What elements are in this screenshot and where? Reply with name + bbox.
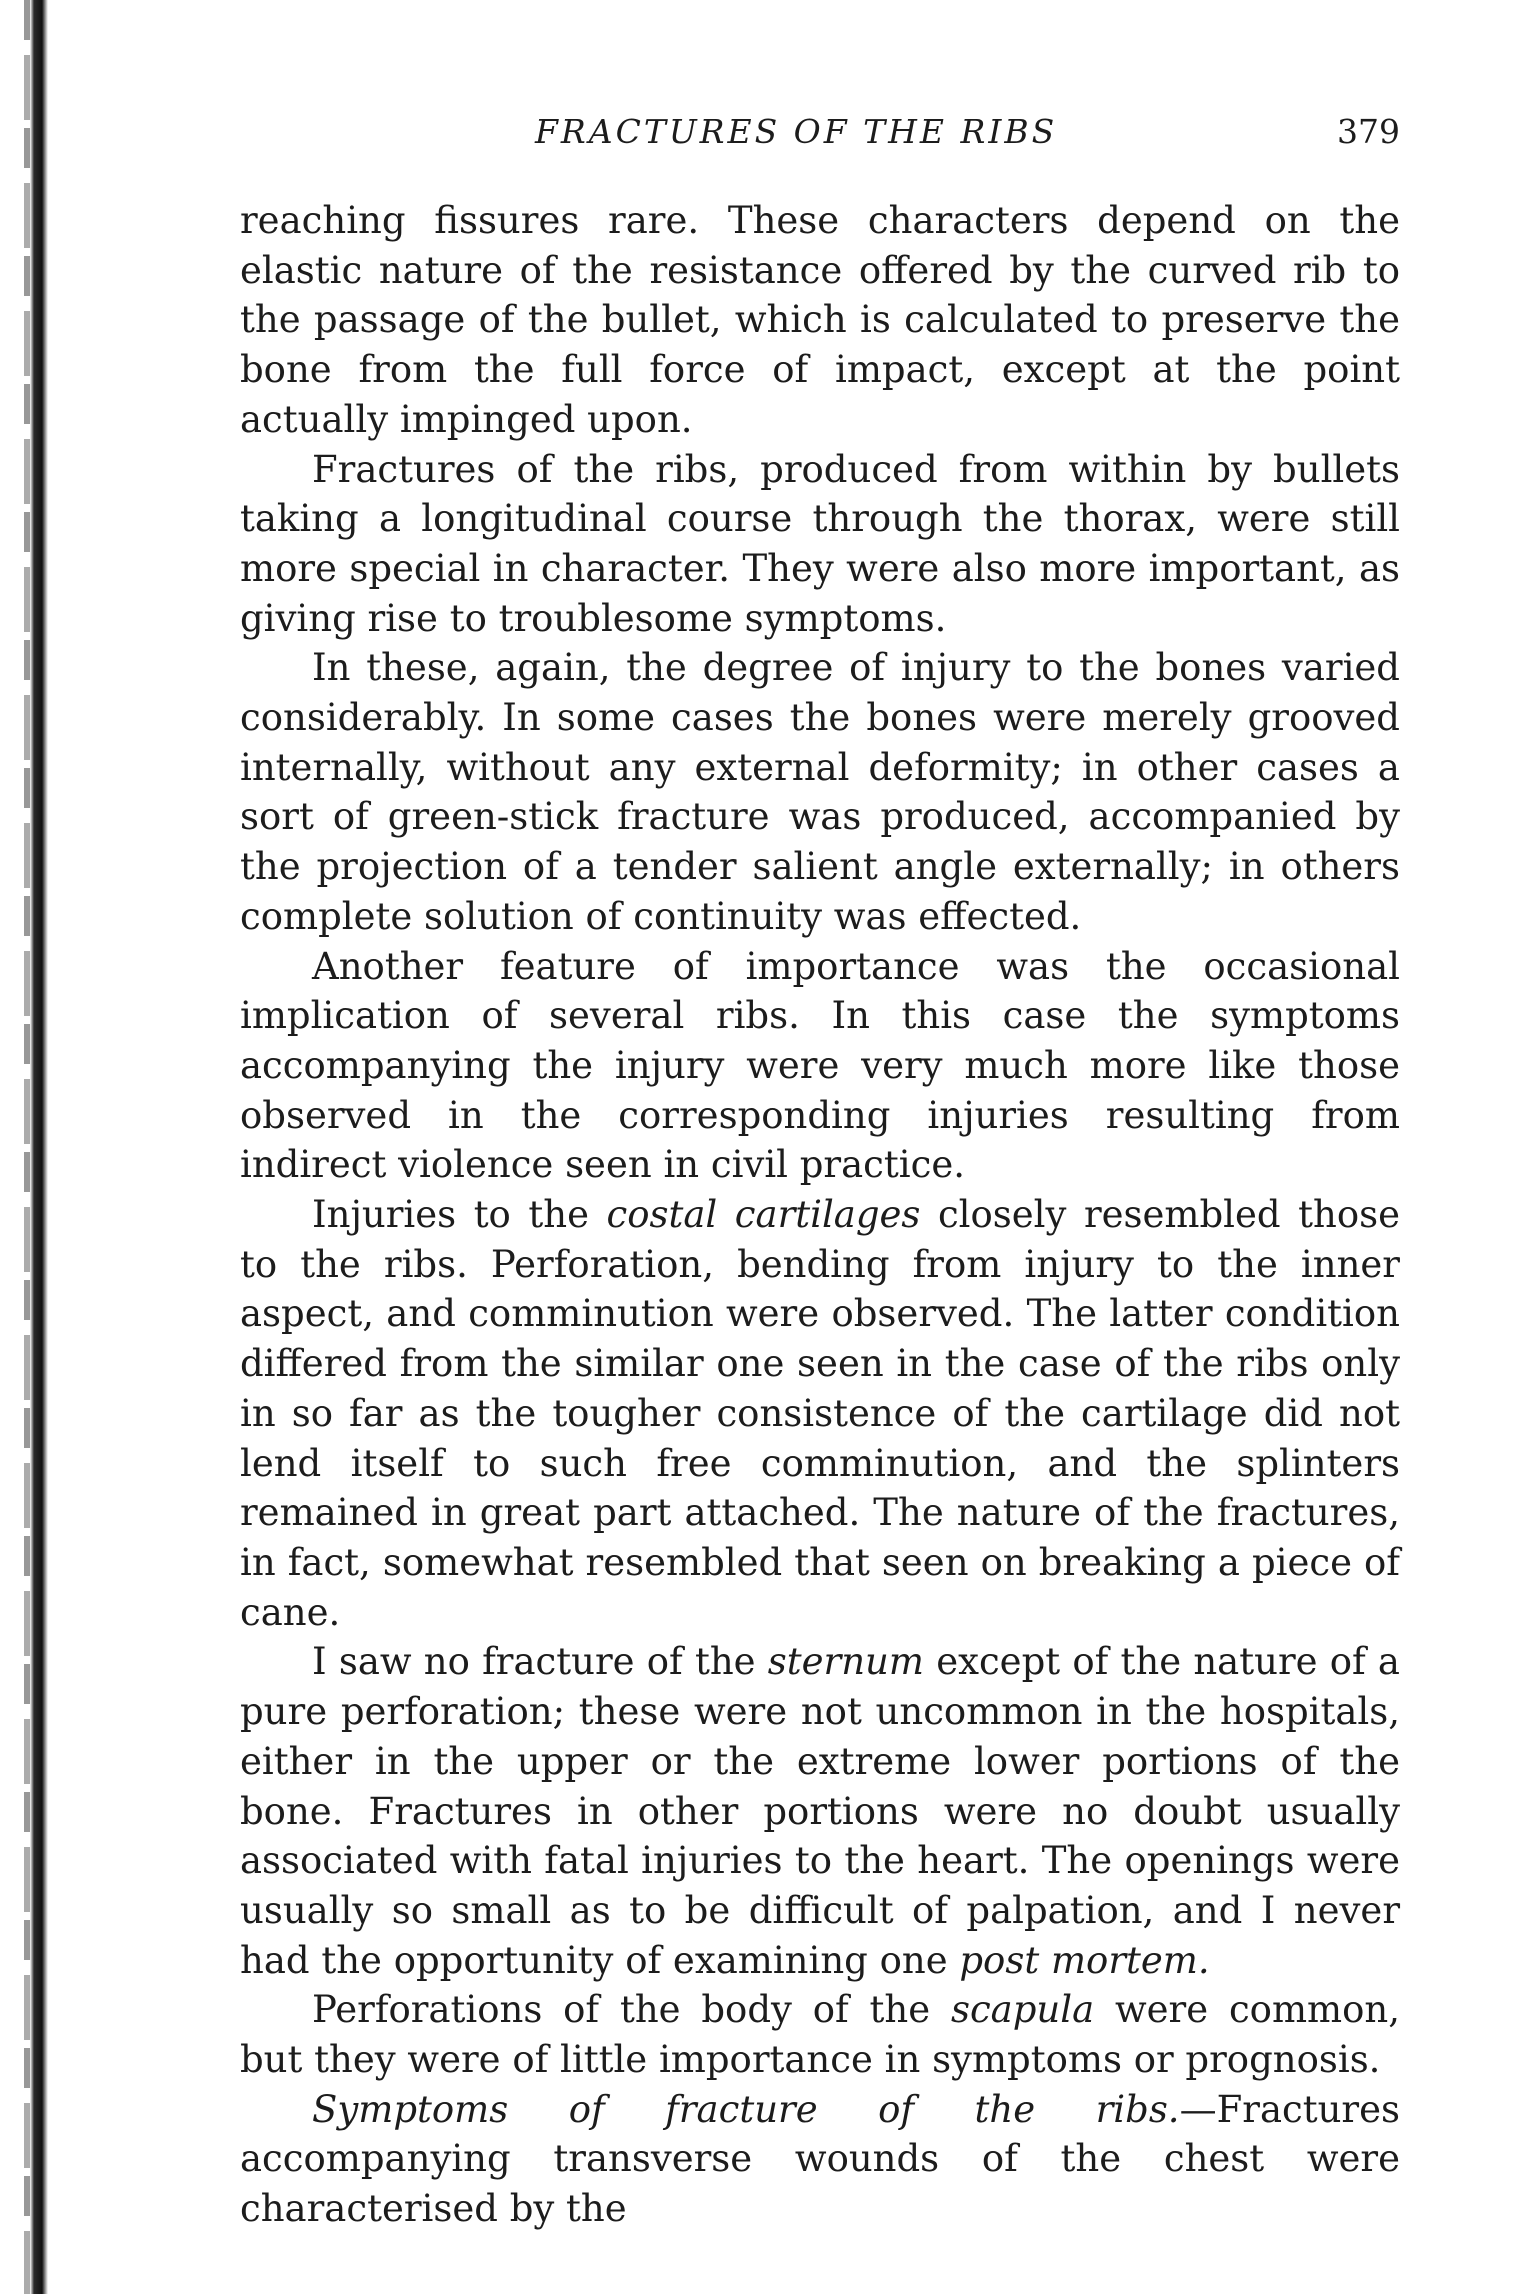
paragraph-scapula: Perforations of the body of the scapula were common, but they were of little importance in symptoms or prognosis. — [240, 1988, 1400, 2082]
page-number: 379 — [1337, 112, 1400, 151]
running-title: FRACTURES OF THE RIBS — [535, 112, 1058, 151]
paragraph-continuation: reaching fissures rare. These characters depend on the elastic nature of the resistance offered by the curved rib to the passage of the bullet, which is calculated to preserve the bone from the full force of impact, except at the point actually impinged upon. — [240, 199, 1400, 441]
body-text — [240, 196, 1400, 2234]
book-binding-edge — [0, 0, 48, 2294]
paragraph-costal-cartilages: Injuries to the costal cartilages closely resembled those to the ribs. Perforation, bending from injury to the inner aspect, and comminution were observed. The latter condition differed from the similar one seen in the case of the ribs only in so far as the tougher consistence of the cartilage did not lend itself to such free comminution, and the splinters remained in great part attached. The nature of the fractures, in fact, somewhat resembled that seen on breaking a piece of cane. — [240, 1193, 1400, 1634]
paragraph-longitudinal-fractures: Fractures of the ribs, produced from within by bullets taking a longitudinal course through the thorax, were still more special in character. They were also more important, as giving rise to troublesome symptoms. — [240, 447, 1400, 640]
paragraph-degree-of-injury: In these, again, the degree of injury to the bones varied considerably. In some cases the bones were merely grooved internally, without any external deformity; in other cases a sort of green-stick fracture was produced, accompanied by the projection of a tender salient angle externally; in others complete solution of continuity was effected. — [240, 646, 1400, 938]
paragraph-symptoms: Symptoms of fracture of the ribs.—Fractures accompanying transverse wounds of the chest were characterised by the — [240, 2087, 1400, 2231]
paragraph-sternum: I saw no fracture of the sternum except of the nature of a pure perforation; these were not uncommon in the hospitals, either in the upper or the extreme lower portions of the bone. Fractures in other portions were no doubt usually associated with fatal injuries to the heart. The openings were usually so small as to be difficult of palpation, and I never had the opportunity of examining one post mortem. — [240, 1640, 1400, 1982]
page-header — [240, 112, 1400, 162]
paragraph-several-ribs: Another feature of importance was the occasional implication of several ribs. In this case the symptoms accompanying the injury were very much more like those observed in the corresponding injuries resulting from indirect violence seen in civil practice. — [240, 944, 1400, 1187]
